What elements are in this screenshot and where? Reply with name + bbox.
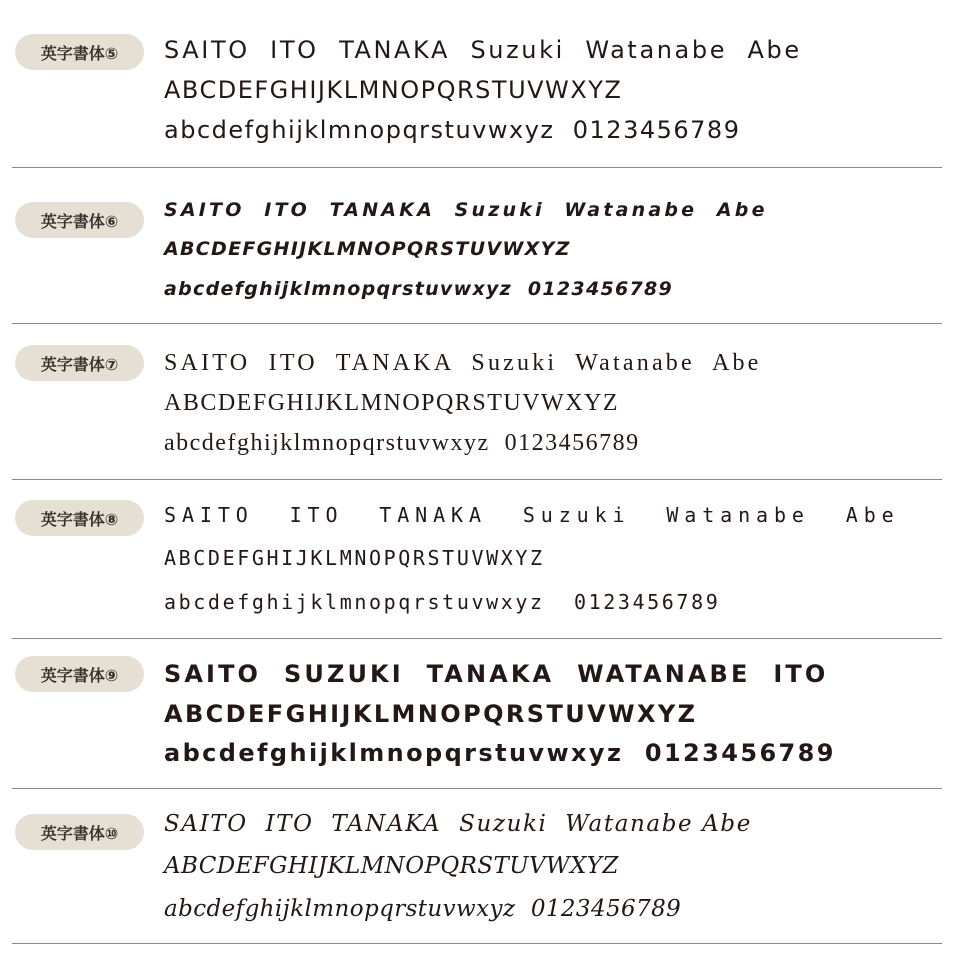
font-label-badge: 英字書体⑨ [15, 656, 144, 692]
sample-lowercase-digits-line: abcdefghijklmnopqrstuvwxyz 0123456789 [164, 278, 674, 300]
font-label-badge: 英字書体⑩ [15, 814, 144, 850]
font-sample-9 [12, 639, 942, 789]
sample-uppercase-line: ABCDEFGHIJKLMNOPQRSTUVWXYZ [164, 238, 571, 260]
sample-names-line: SAITO ITO TANAKA Suzuki Watanabe Abe [164, 503, 900, 527]
font-label-badge: 英字書体⑧ [15, 500, 144, 536]
sample-uppercase-line: ABCDEFGHIJKLMNOPQRSTUVWXYZ [164, 546, 545, 570]
sample-names-line: SAITO ITO TANAKA Suzuki Watanabe Abe [164, 199, 768, 221]
sample-names-line: SAITO SUZUKI TANAKA WATANABE ITO [164, 660, 829, 688]
sample-names-line: SAITO ITO TANAKA Suzuki Watanabe Abe [164, 811, 752, 837]
font-sample-6 [12, 168, 942, 324]
sample-lowercase-digits-line: abcdefghijklmnopqrstuvwxyz 0123456789 [164, 739, 836, 767]
font-sample-10 [12, 789, 942, 944]
sample-names-line: SAITO ITO TANAKA Suzuki Watanabe Abe [164, 350, 762, 376]
sample-uppercase-line: ABCDEFGHIJKLMNOPQRSTUVWXYZ [164, 853, 619, 879]
font-label-badge: 英字書体⑤ [15, 34, 144, 70]
font-label-badge: 英字書体⑦ [15, 345, 144, 381]
sample-uppercase-line: ABCDEFGHIJKLMNOPQRSTUVWXYZ [164, 700, 698, 728]
font-sample-5 [12, 0, 942, 168]
sample-lowercase-digits-line: abcdefghijklmnopqrstuvwxyz 0123456789 [164, 590, 721, 614]
sample-lowercase-digits-line: abcdefghijklmnopqrstuvwxyz 0123456789 [164, 896, 682, 922]
sample-uppercase-line: ABCDEFGHIJKLMNOPQRSTUVWXYZ [164, 76, 623, 104]
font-sample-8 [12, 480, 942, 639]
font-label-badge: 英字書体⑥ [15, 202, 144, 238]
sample-lowercase-digits-line: abcdefghijklmnopqrstuvwxyz 0123456789 [164, 430, 640, 456]
sample-lowercase-digits-line: abcdefghijklmnopqrstuvwxyz 0123456789 [164, 116, 741, 144]
sample-uppercase-line: ABCDEFGHIJKLMNOPQRSTUVWXYZ [164, 390, 620, 416]
font-sample-7 [12, 324, 942, 480]
sample-names-line: SAITO ITO TANAKA Suzuki Watanabe Abe [164, 36, 802, 64]
